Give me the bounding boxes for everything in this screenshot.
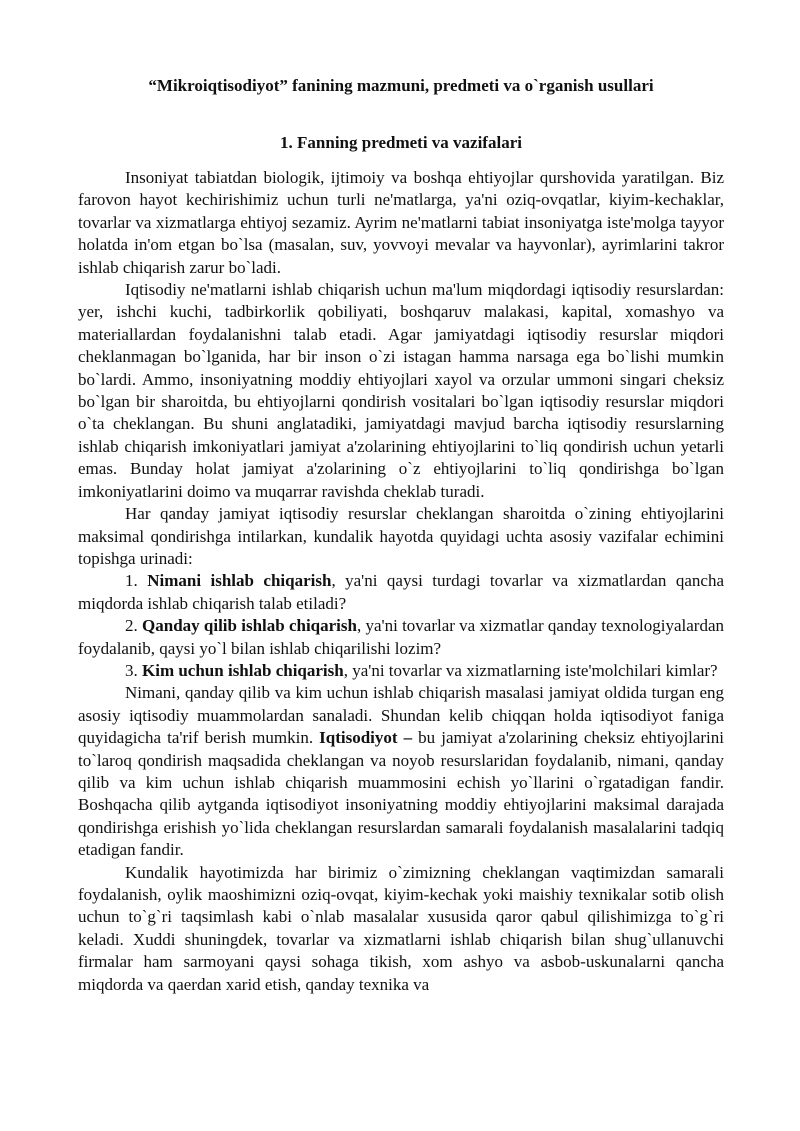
- paragraph-1: Insoniyat tabiatdan biologik, ijtimoiy va boshqa ehtiyojlar qurshovida yaratilgan. Biz farovon hayot kechirishimiz uchun turli ne'matlarga, ya'ni oziq-ovqatlar, kiyim-kechaklar, tovarlar va xizmatlarga ehtiyoj sezamiz. Ayrim ne'matlarni tabiat insoniyatga iste'molga tayyor holatda in'om etgan bo`lsa (masalan, suv, yovvoyi mevalar va hayvonlar), ayrimlarini takror ishlab chiqarish zarur bo`ladi.: [78, 168, 724, 277]
- paragraph-2: Iqtisodiy ne'matlarni ishlab chiqarish uchun ma'lum miqdordagi iqtisodiy resurslardan: yer, ishchi kuchi, tadbirkorlik qobiliyati, boshqaruv malakasi, kapital, xomashyo va materiallardan foydalanishni talab etadi. Agar jamiyatdagi iqtisodiy resurslar miqdori cheklanmagan bo`lganida, har bir inson o`zi istagan hamma narsaga ega bo`lishi mumkin bo`lardi. Ammo, insoniyatning moddiy ehtiyojlari xayol va orzular ummoni singari cheksiz bo`lgan bir sharoitda, bu ehtiyojlarni qondirish vositalari bo`lgan iqtisodiy resurslar miqdori o`ta cheklangan. Bu shuni anglatadiki, jamiyatdagi mavjud barcha iqtisodiy resurslarning ishlab chiqarish imkoniyatlari jamiyat a'zolarining ehtiyojlarini to`liq qondirish uchun yetarli emas. Bunday holat jamiyat a'zolarining o`z ehtiyojlarini to`liq qondirishga bo`lgan imkoniyatlarini doimo va muqarrar ravishda cheklab turadi.: [78, 280, 724, 501]
- list-item-1-text: , ya'ni qaysi turdagi tovarlar va xizmatlardan qancha miqdorda ishlab chiqarish talab etiladi?: [78, 571, 724, 613]
- document-title: “Mikroiqtisodiyot” fanining mazmuni, predmeti va o`rganish usullari: [148, 76, 654, 95]
- list-item-1-number: 1.: [125, 571, 148, 591]
- list-item-2-text: , ya'ni tovarlar va xizmatlar qanday texnologiyalardan foydalanib, qaysi yo`l bilan ishlab chiqarilishi lozim?: [78, 616, 725, 658]
- paragraph-4-start: Nimani, qanday qilib va kim uchun ishlab chiqarish masalasi jamiyat oldida turgan eng asosiy iqtisodiy muammolardan sanaladi. Shundan kelib chiqqan holda iqtisodiyot faniga quyidagicha ta'rif berish mumkin.: [78, 683, 724, 748]
- list-item-1-term: Nimani ishlab chiqarish: [147, 571, 332, 591]
- list-item-2-term: Qanday qilib ishlab chiqarish: [142, 616, 357, 636]
- list-item-2: [78, 615, 724, 660]
- list-item-3-text: , ya'ni tovarlar va xizmatlarning iste'molchilari kimlar?: [343, 660, 718, 680]
- list-item-3: [78, 660, 724, 682]
- paragraph-3: Har qanday jamiyat iqtisodiy resurslar cheklangan sharoitda o`zining ehtiyojlarini maksimal qondirishga intilarkan, kundalik hayotda quyidagi uchta asosiy vazifalar echimini topishga urinadi:: [78, 504, 724, 568]
- definition-term: Iqtisodiyot –: [319, 728, 413, 748]
- paragraph-4-end: bu jamiyat a'zolarining cheksiz ehtiyojlarini to`laroq qondirish maqsadida cheklangan va noyob resurslaridan foydalanib, nimani, qanday qilib va kim uchun ishlab chiqarish muammosini echish yo`llarini o`rgatadigan fandir. Boshqacha qilib aytganda iqtisodiyot insoniyatning moddiy ehtiyojlarini maksimal darajada qondirishga erishish yo`lida cheklangan resurslardan samarali foydalanish masalalarini tadqiq etadigan fandir.: [78, 728, 724, 860]
- list-item-3-term: Kim uchun ishlab chiqarish: [142, 660, 344, 680]
- list-item-3-number: 3.: [125, 660, 142, 680]
- list-item-2-number: 2.: [125, 616, 143, 636]
- paragraph-4: [78, 682, 724, 861]
- paragraph-5: Kundalik hayotimizda har birimiz o`zimizning cheklangan vaqtimizdan samarali foydalanish, oylik maoshimizni oziq-ovqat, kiyim-kechak yoki maishiy texnikalar sotib olish uchun to`g`ri taqsimlash kabi o`nlab masalalar xususida qaror qabul qilishimizga to`g`ri keladi. Xuddi shuningdek, tovarlar va xizmatlarni ishlab chiqarish bilan shug`ullanuvchi firmalar ham sarmoyani qaysi sohaga tikish, xom ashyo va asbob-uskunalarni qancha miqdorda va qaerdan xarid etish, qanday texnika va: [78, 862, 724, 994]
- section-heading: 1. Fanning predmeti va vazifalari: [280, 133, 522, 152]
- document-page: [78, 62, 724, 996]
- list-item-1: [78, 570, 724, 615]
